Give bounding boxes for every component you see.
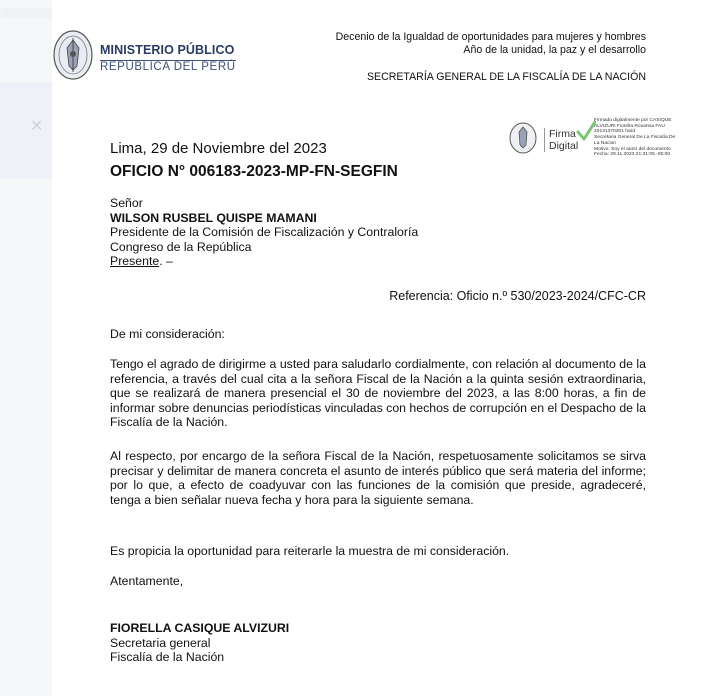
- recipient-block: [110, 196, 418, 269]
- greeting: De mi consideración:: [110, 327, 225, 341]
- signature-detail-line: Firmado digitalmente por CASIQUE: [594, 118, 672, 123]
- ministry-logo-text: [100, 43, 236, 75]
- signature-label-line-1: Firma: [549, 128, 576, 140]
- signature-details: [594, 118, 702, 158]
- recipient-org: Congreso de la República: [110, 239, 252, 254]
- background-highlight: [0, 82, 52, 178]
- farewell: Atentamente,: [110, 574, 184, 588]
- close-icon: ✕: [30, 118, 44, 135]
- signature-detail-line: La Nacion: [594, 140, 617, 146]
- signature-detail-line: ALVIZURI Fiorella Roxanna FAU: [594, 123, 665, 129]
- body-paragraph-2: Al respecto, por encargo de la señora Fiscal de la Nación, respetuosamente solicitamos se sirva precisar y delimitar de manera concreta el asunto de interés público que será materia del informe; por lo que, a efecto de coadyuvar con las funciones de la comisión que preside, agradeceré, tenga a bien señalar nueva fecha y hora para la siguiente semana.: [110, 449, 646, 507]
- decade-line-2: Año de la unidad, la paz y el desarrollo: [463, 44, 646, 56]
- ministry-seal-icon: [52, 28, 94, 82]
- letter-number: OFICIO N° 006183-2023-MP-FN-SEGFIN: [110, 163, 398, 180]
- background-side-panel: [0, 0, 52, 696]
- checkmark-icon: [576, 120, 596, 142]
- signer-title: Secretaria general: [110, 635, 211, 650]
- signer-block: [110, 621, 289, 665]
- letter-date: Lima, 29 de Noviembre del 2023: [110, 140, 327, 157]
- signature-label-line-2: Digital: [549, 140, 579, 152]
- body-paragraph-1: Tengo el agrado de dirigirme a usted para saludarlo cordialmente, con relación al documento de la referencia, a través del cual cita a la señora Fiscal de la Nación a la quinta sesión extraordinaria, que se realizará de manera presencial el 30 de noviembre del 2023, a las 8:00 horas, a fin de informar sobre denuncias periodísticas vinculadas con hechos de corrupción en el Despacho de la Fiscalía de la Nación.: [110, 357, 646, 430]
- document-page: [52, 0, 708, 696]
- salutation: Señor: [110, 196, 143, 210]
- presente-word: Presente: [110, 254, 160, 268]
- signature-detail-line: Motivo: Soy el autor del documento: [594, 146, 671, 152]
- signature-seal-icon: [508, 121, 538, 155]
- signature-detail-line: Secretaria General De La Fiscalía De: [594, 135, 676, 141]
- presente-suffix: . –: [159, 254, 173, 268]
- closing-line: Es propicia la oportunidad para reiterarle la muestra de mi consideración.: [110, 544, 510, 558]
- signature-detail-line: 20131370301 hard: [594, 129, 636, 135]
- recipient-title: Presidente de la Comisión de Fiscalización y Contraloría: [110, 225, 419, 239]
- ministry-country: REPÚBLICA DEL PERÚ: [100, 61, 236, 73]
- signature-label: [544, 128, 578, 152]
- presente-line: [110, 254, 418, 269]
- recipient-name: WILSON RUSBEL QUISPE MAMANI: [110, 210, 317, 225]
- signature-detail-line: Fecha: 29.11.2023 21:31:05 -05:00: [594, 152, 671, 158]
- header-decade-text: [336, 31, 646, 57]
- ministry-name: MINISTERIO PÚBLICO: [100, 43, 235, 57]
- signer-org: Fiscalía de la Nación: [110, 650, 225, 665]
- decade-line-1: Decenio de la Igualdad de oportunidades para mujeres y hombres: [335, 31, 646, 43]
- signer-name: FIORELLA CASIQUE ALVIZURI: [110, 621, 290, 635]
- digital-signature-stamp: [508, 118, 698, 160]
- reference-line: Referencia: Oficio n.º 530/2023-2024/CFC-CR: [389, 289, 646, 303]
- secretariat-heading: SECRETARÍA GENERAL DE LA FISCALÍA DE LA NACIÓN: [366, 71, 646, 83]
